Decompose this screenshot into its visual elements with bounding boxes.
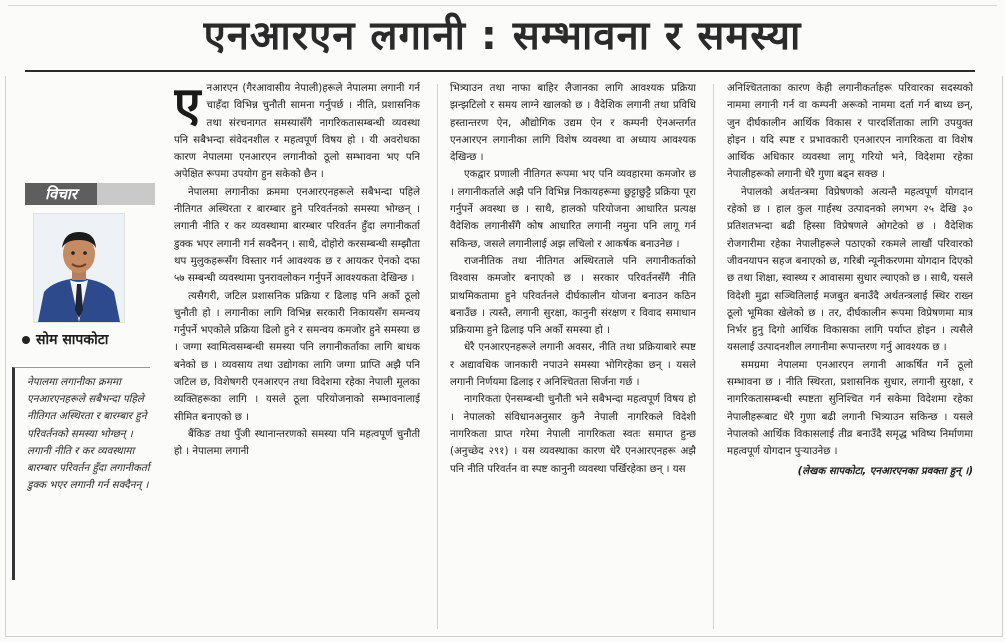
paragraph: भित्र्याउन तथा नाफा बाहिर लैजानका लागि आवश्यक प्रक्रिया झन्झटिलो र समय लाग्ने खालको छ । वैदेशिक लगानी तथा प्रविधि हस्तान्तरण ऐन, औद्योगिक उद्यम ऐन र कम्पनी ऐनअन्तर्गत एनआरएन लगानीका लागि विशेष व्यवस्था वा अध्याय आवश्यक देखिन्छ ।: [450, 83, 696, 164]
headline-rule: [25, 70, 975, 72]
paragraph: राजनीतिक तथा नीतिगत अस्थिरताले पनि लगानीकर्ताको विश्वास कमजोर बनाएको छ । सरकार परिवर्तनसँगै नीति प्राथमिकतामा हुने परिवर्तनले दीर्घकालीन योजना बनाउन कठिन बनाउँछ । त्यस्तै, लगानी सुरक्षा, कानुनी संरक्षण र विवाद समाधान प्रक्रियामा हुने ढिलाइ पनि अर्को समस्या हो ।: [450, 255, 696, 337]
top-border: [8, 5, 997, 6]
paragraph: बैंकिङ तथा पुँजी स्थानान्तरणको समस्या पनि महत्वपूर्ण चुनौती हो । नेपालमा लगानी: [174, 428, 420, 458]
paragraph: त्यसैगरी, जटिल प्रशासनिक प्रक्रिया र ढिलाइ पनि अर्को ठूलो चुनौती हो । लगानीका लागि विभिन्न सरकारी निकायसँग समन्वय गर्नुपर्ने भएकोले प्रक्रिया ढिलो हुने र समन्वय कमजोर हुने समस्या छ । जग्गा स्वामित्वसम्बन्धी समस्या पनि लगानीकर्ताका लागि बाधक बनेको छ । व्यवसाय तथा उद्योगका लागि जग्गा प्राप्ति अझै पनि जटिल छ, विशेषगरी एनआरएन तथा विदेशमा रहेका नेपाली मूलका व्यक्तिहरूका लागि । यसले ठूला परियोजनाको सम्भावनालाई सीमित बनाएको छ ।: [174, 290, 420, 423]
drop-cap: ए: [174, 80, 201, 133]
paragraph: नआरएन (गैरआवासीय नेपाली)हरूले नेपालमा लगानी गर्न चाहँदा विभिन्न चुनौती सामना गर्नुपर्छ । नीति, प्रशासनिक तथा संरचनागत समस्यासँगै नागरिकतासम्बन्धी व्यवस्था पनि सबैभन्दा संवेदनशील र महत्वपूर्ण विषय हो । यी अवरोधका कारण नेपालमा एनआरएन लगानीको ठूलो सम्भावना भए पनि अपेक्षित रूपमा उपयोग हुन सकेको छैन ।: [174, 83, 420, 181]
paragraph: धेरै एनआरएनहरूले लगानी अवसर, नीति तथा प्रक्रियाबारे स्पष्ट र अद्यावधिक जानकारी नपाउने समस्या भोगिरहेका छन् । यसले लगानी निर्णयमा ढिलाइ र अनिश्चितता सिर्जना गर्छ ।: [450, 342, 696, 389]
author-name: सोम सापकोटा: [36, 332, 109, 348]
paragraph: समग्रमा नेपालमा एनआरएन लगानी आकर्षित गर्ने ठूलो सम्भावना छ । नीति स्थिरता, प्रशासनिक सुधार, लगानी सुरक्षा, र नागरिकतासम्बन्धी स्पष्टता सुनिश्चित गर्न सकेमा विदेशमा रहेका नेपालीहरूबाट धेरै गुणा बढी लगानी भित्र्याउन सकिन्छ । यसले नेपालको आर्थिक विकासलाई तीव्र बनाउँदै समृद्ध भविष्य निर्माणमा महत्वपूर्ण योगदान पुऱ्याउनेछ ।: [727, 359, 973, 458]
article-column-1: [174, 80, 420, 630]
author-photo: [33, 213, 125, 323]
category-label: विचार: [25, 183, 97, 205]
article-column-3: [727, 80, 973, 630]
paragraph: नागरिकता ऐनसम्बन्धी चुनौती भने सबैभन्दा महत्वपूर्ण विषय हो । नेपालको संविधानअनुसार कुनै नेपाली नागरिकले विदेशी नागरिकता प्राप्त गरेमा नेपाली नागरिकता स्वतः समाप्त हुन्छ (अनुच्छेद २९१) । यस व्यवस्थाका कारण धेरै एनआरएनहरू अझै पनि नीति परिवर्तन वा स्पष्ट कानुनी व्यवस्था पर्खिरहेका छन् । यस: [450, 394, 696, 475]
bullet-icon: [22, 336, 30, 344]
category-tag: [25, 183, 155, 205]
column-divider: [713, 84, 714, 629]
paragraph: नेपालको अर्थतन्त्रमा विप्रेषणको अत्यन्तै महत्वपूर्ण योगदान रहेको छ । हाल कुल गार्हस्थ उत्पादनको लगभग २५ देखि ३० प्रतिशतभन्दा बढी हिस्सा विप्रेषणले ओगटेको छ । वैदेशिक रोजगारीमा रहेका नेपालीहरूले पठाएको रकमले लाखौं परिवारको जीवनयापन सहज बनाएको छ, गरिबी न्यूनीकरणमा योगदान दिएको छ तथा शिक्षा, स्वास्थ्य र आवासमा सुधार ल्याएको छ । साथै, यसले विदेशी मुद्रा सञ्चितिलाई मजबुत बनाउँदै अर्थतन्त्रलाई स्थिर राख्न ठूलो भूमिका खेलेको छ । तर, दीर्घकालीन रूपमा विप्रेषणमा मात्र निर्भर हुनु दिगो आर्थिक विकासका लागि पर्याप्त होइन । त्यसैले यसलाई उत्पादनशील लगानीमा रूपान्तरण गर्नु आवश्यक छ ।: [727, 186, 973, 354]
column-divider: [437, 84, 438, 629]
author-credit: (लेखक सापकोटा, एनआरएनका प्रवक्ता हुन् ।): [797, 465, 973, 477]
paragraph: एकद्वार प्रणाली नीतिगत रूपमा भए पनि व्यवहारमा कमजोर छ । लगानीकर्ताले अझै पनि विभिन्न निकायहरूमा छुट्टाछुट्टै प्रक्रिया पूरा गर्नुपर्ने अवस्था छ । साथै, हालको परियोजना आधारित प्रत्यक्ष वैदेशिक लगानीसँगै कोष आधारित लगानी नमुना पनि लागू गर्न सकिन्छ, जसले लगानीलाई अझ लचिलो र आकर्षक बनाउनेछ ।: [450, 169, 696, 250]
author-byline: [22, 331, 162, 349]
pull-quote-text: नेपालमा लगानीका क्रममा एनआरएनहरूले सबैभन्दा पहिले नीतिगत अस्थिरता र बारम्बार हुने परिवर्तनको समस्या भोग्छन् । लगानी नीति र कर व्यवस्थामा बारम्बार परिवर्तन हुँदा लगानीकर्ता डुक्क भएर लगानी गर्न सक्दैनन् ।: [27, 376, 150, 492]
paragraph: अनिश्चितताका कारण केही लगानीकर्ताहरू परिवारका सदस्यको नाममा लगानी गर्न वा कम्पनी अरूको नाममा दर्ता गर्न बाध्य छन्, जुन दीर्घकालीन आर्थिक विकास र पारदर्शिताका लागि उपयुक्त होइन । यदि स्पष्ट र प्रभावकारी एनआरएन नागरिकता वा विशेष आर्थिक अधिकार व्यवस्था लागू गरियो भने, विदेशमा रहेका नेपालीहरूको लगानी धेरै गुणा बढ्न सक्छ ।: [727, 83, 973, 181]
pull-quote: [12, 367, 150, 580]
article-column-2: [450, 80, 696, 630]
article-headline: एनआरएन लगानी : सम्भावना र समस्या: [203, 13, 802, 59]
author-portrait-image: [34, 214, 124, 322]
paragraph: नेपालमा लगानीका क्रममा एनआरएनहरूले सबैभन्दा पहिले नीतिगत अस्थिरता र बारम्बार हुने परिवर्तनको समस्या भोग्छन् । लगानी नीति र कर व्यवस्थामा बारम्बार परिवर्तन हुँदा लगानीकर्ता डुक्क भएर लगानी गर्न सक्दैनन् । साथै, दोहोरो करसम्बन्धी सम्झौता थप मुलुकहरूसँग विस्तार गर्न आवश्यक छ र आयकर ऐनको दफा ५७ सम्बन्धी व्यवस्थामा पुनरावलोकन गर्नुपर्ने आवश्यकता देखिन्छ ।: [174, 186, 420, 285]
